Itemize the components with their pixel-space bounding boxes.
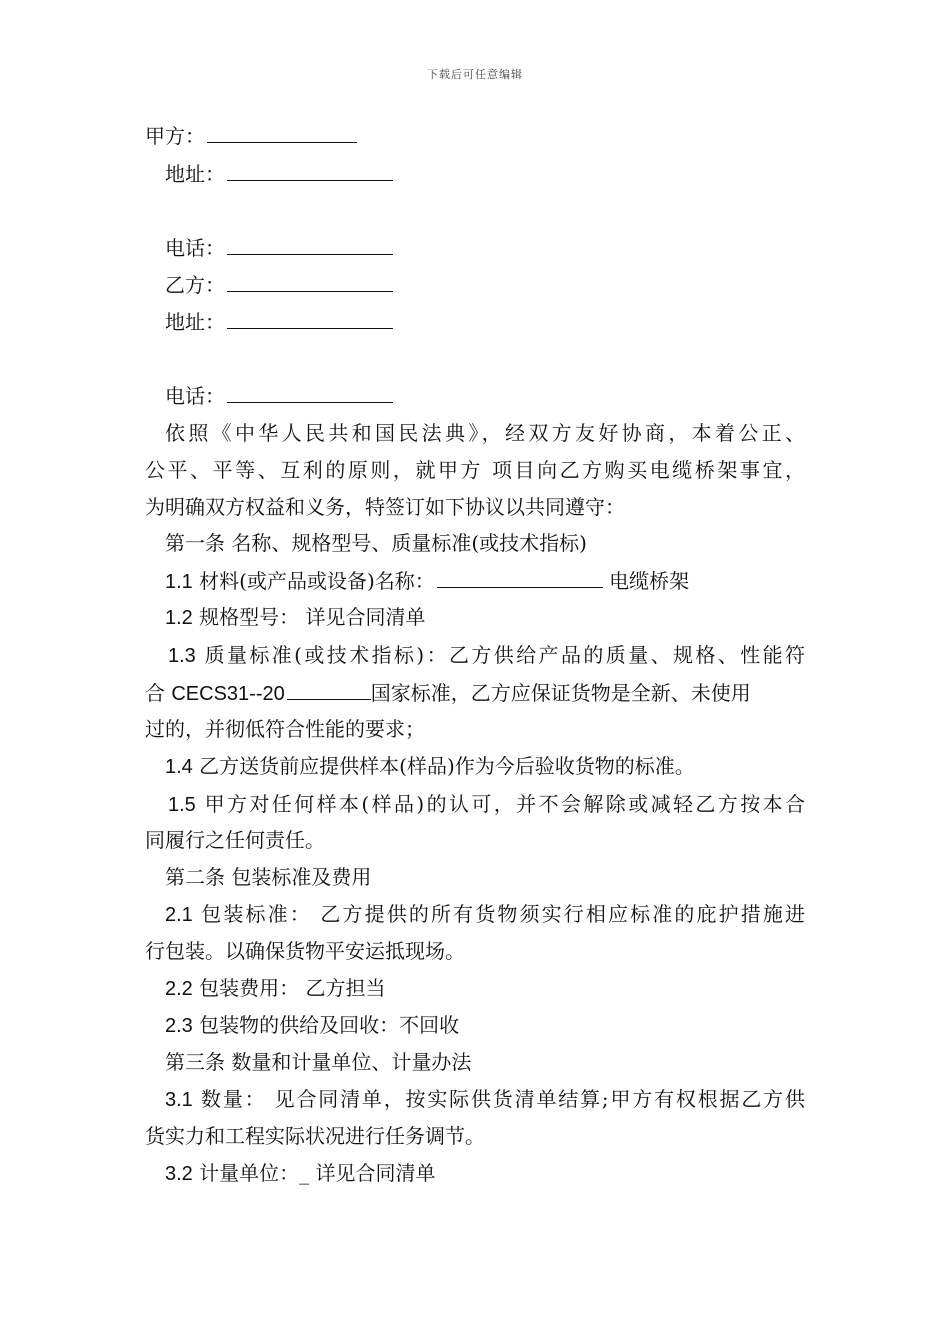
clause-text: 材料(或产品或设备)名称： <box>199 569 435 593</box>
article-1-title: 第一条 名称、规格型号、质量标准(或技术指标) <box>165 531 587 555</box>
clause-1-2 <box>165 604 426 631</box>
clause-number: 1.3 <box>168 645 196 667</box>
clause-text: 包装费用： 乙方担当 <box>199 976 386 1000</box>
standard-code: CECS31--20 <box>171 683 285 705</box>
party-a-phone-line <box>165 234 393 261</box>
page-header: 下载后可任意编辑 <box>427 68 523 81</box>
party-b-address-label: 地址： <box>165 310 225 334</box>
party-a-address-blank <box>227 160 393 181</box>
clause-2-2 <box>165 975 386 1002</box>
party-a-line <box>145 122 357 149</box>
clause-text: 合 <box>145 681 165 705</box>
clause-3-1-line-1 <box>165 1086 805 1113</box>
intro-line-1: 依照《中华人民共和国民法典》，经双方友好协商，本着公正、 <box>165 421 805 445</box>
clause-1-3-line-3: 过的，并彻低符合性能的要求； <box>145 717 425 741</box>
clause-number: 1.5 <box>168 794 196 816</box>
party-a-address-label: 地址： <box>165 162 225 186</box>
clause-2-1-line-2: 行包装。以确保货物平安运抵现场。 <box>145 939 465 963</box>
clause-1-5-line-2: 同履行之任何责任。 <box>145 828 325 852</box>
material-name-blank <box>437 567 603 588</box>
intro-line-3: 为明确双方权益和义务，特签订如下协议以共同遵守： <box>145 495 625 519</box>
clause-text: 质量标准(或技术指标)：乙方供给产品的质量、规格、性能符 <box>204 643 806 667</box>
clause-number: 1.2 <box>165 607 193 629</box>
clause-2-3 <box>165 1012 459 1039</box>
clause-number: 2.1 <box>165 904 193 926</box>
clause-number: 2.3 <box>165 1015 193 1037</box>
intro-line-2: 公平、平等、互利的原则，就甲方 项目向乙方购买电缆桥架事宜， <box>145 458 805 482</box>
clause-1-5-line-1 <box>168 791 805 818</box>
clause-text: 包装标准： 乙方提供的所有货物须实行相应标准的庇护措施进 <box>201 902 805 926</box>
party-b-address-line <box>165 308 393 335</box>
party-a-phone-label: 电话： <box>165 236 225 260</box>
party-b-phone-line <box>165 382 393 409</box>
clause-1-4 <box>165 753 695 780</box>
clause-number: 1.4 <box>165 756 193 778</box>
clause-text: 国家标准，乙方应保证货物是全新、未使用 <box>370 681 751 705</box>
party-a-phone-blank <box>227 234 393 255</box>
party-b-label: 乙方： <box>165 273 225 297</box>
clause-2-1-line-1 <box>165 901 805 928</box>
party-b-phone-blank <box>227 382 393 403</box>
standard-code-blank <box>287 679 371 700</box>
party-b-address-blank <box>227 308 393 329</box>
party-b-line <box>165 271 393 298</box>
clause-number: 3.1 <box>165 1089 193 1111</box>
clause-number: 3.2 <box>165 1163 193 1185</box>
clause-1-1 <box>165 567 689 595</box>
clause-text: 数量： 见合同清单，按实际供货清单结算;甲方有权根据乙方供 <box>201 1087 805 1111</box>
party-b-blank <box>227 271 393 292</box>
article-2-title: 第二条 包装标准及费用 <box>165 865 372 889</box>
clause-1-3-line-1 <box>168 642 805 669</box>
clause-text: 包装物的供给及回收：不回收 <box>199 1013 460 1037</box>
party-a-address-line <box>165 160 393 187</box>
article-3-title: 第三条 数量和计量单位、计量办法 <box>165 1050 472 1074</box>
clause-3-1-line-2: 货实力和工程实际状况进行任务调节。 <box>145 1124 485 1148</box>
clause-3-2 <box>165 1160 436 1187</box>
party-a-blank <box>207 122 357 143</box>
clause-text: 乙方送货前应提供样本(样品)作为今后验收货物的标准。 <box>199 754 695 778</box>
clause-text: 甲方对任何样本(样品)的认可，并不会解除或减轻乙方按本合 <box>204 792 806 816</box>
party-a-label: 甲方： <box>145 124 205 148</box>
clause-text: 规格型号： 详见合同清单 <box>199 605 426 629</box>
clause-text: 计量单位：_ 详见合同清单 <box>199 1161 436 1185</box>
party-b-phone-label: 电话： <box>165 384 225 408</box>
clause-number: 2.2 <box>165 978 193 1000</box>
clause-number: 1.1 <box>165 571 193 593</box>
clause-1-3-line-2 <box>145 679 751 707</box>
material-name-value: 电缆桥架 <box>609 569 690 593</box>
